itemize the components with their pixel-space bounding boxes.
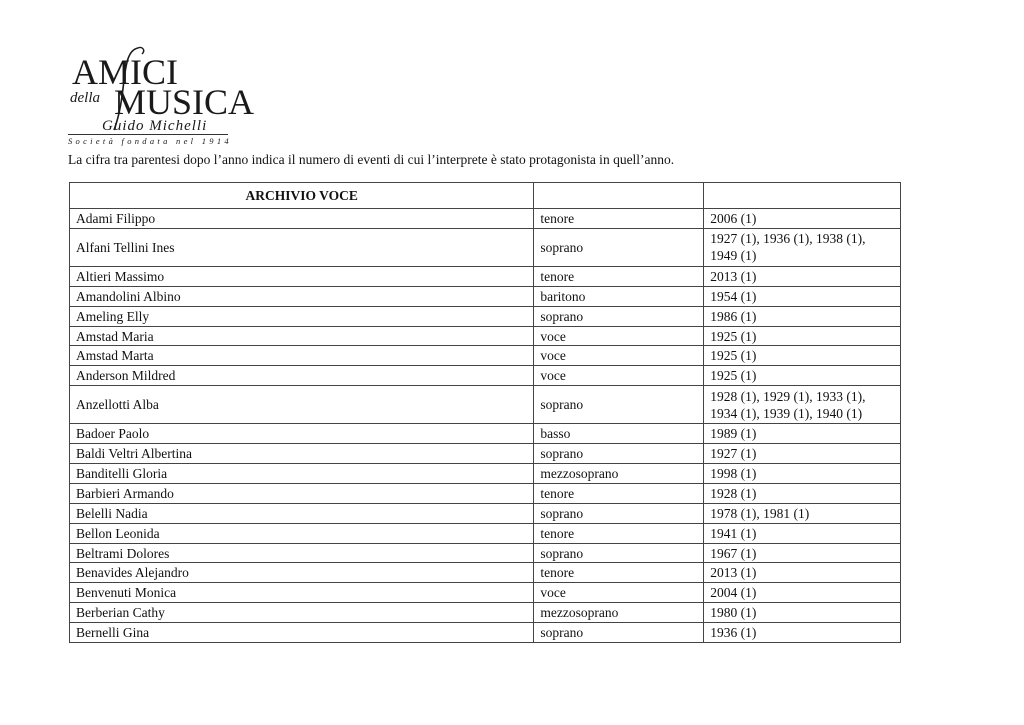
cell-voice: voce	[534, 366, 704, 386]
cell-voice: tenore	[534, 563, 704, 583]
table-header-row	[70, 183, 901, 209]
cell-years: 2013 (1)	[704, 563, 901, 583]
table-row	[70, 503, 901, 523]
logo-societa: Società fondata nel 1914	[68, 136, 232, 146]
table-row	[70, 563, 901, 583]
cell-name: Benavides Alejandro	[70, 563, 534, 583]
cell-voice: voce	[534, 326, 704, 346]
cell-name: Banditelli Gloria	[70, 464, 534, 484]
table-row	[70, 424, 901, 444]
logo-amici: AMICI	[72, 52, 178, 92]
cell-years: 1927 (1)	[704, 444, 901, 464]
archive-table	[69, 182, 901, 643]
cell-voice: basso	[534, 424, 704, 444]
cell-name: Amstad Maria	[70, 326, 534, 346]
cell-name: Ameling Elly	[70, 306, 534, 326]
cell-voice: soprano	[534, 543, 704, 563]
cell-name: Adami Filippo	[70, 209, 534, 229]
cell-name: Beltrami Dolores	[70, 543, 534, 563]
table-row	[70, 386, 901, 424]
table-body	[70, 209, 901, 643]
cell-name: Altieri Massimo	[70, 266, 534, 286]
cell-name: Baldi Veltri Albertina	[70, 444, 534, 464]
cell-years: 1925 (1)	[704, 326, 901, 346]
cell-years: 2013 (1)	[704, 266, 901, 286]
logo-della: della	[70, 90, 100, 106]
table-row	[70, 366, 901, 386]
logo-musica: MUSICA	[114, 82, 255, 122]
table-row	[70, 623, 901, 643]
cell-years: 1936 (1)	[704, 623, 901, 643]
cell-name: Amstad Marta	[70, 346, 534, 366]
table-header-cell	[704, 183, 901, 209]
cell-years: 1925 (1)	[704, 366, 901, 386]
table-row	[70, 286, 901, 306]
cell-voice: soprano	[534, 623, 704, 643]
cell-name: Amandolini Albino	[70, 286, 534, 306]
cell-voice: voce	[534, 583, 704, 603]
cell-voice: baritono	[534, 286, 704, 306]
cell-voice: tenore	[534, 483, 704, 503]
logo-divider	[68, 134, 228, 135]
table-row	[70, 583, 901, 603]
cell-voice: tenore	[534, 266, 704, 286]
cell-name: Berberian Cathy	[70, 603, 534, 623]
cell-name: Alfani Tellini Ines	[70, 228, 534, 266]
cell-name: Bellon Leonida	[70, 523, 534, 543]
cell-years: 1954 (1)	[704, 286, 901, 306]
table-row	[70, 228, 901, 266]
cell-years: 1928 (1), 1929 (1), 1933 (1), 1934 (1), 1939 (1), 1940 (1)	[704, 386, 901, 424]
cell-years: 1989 (1)	[704, 424, 901, 444]
cell-voice: soprano	[534, 386, 704, 424]
cell-years: 1980 (1)	[704, 603, 901, 623]
cell-name: Belelli Nadia	[70, 503, 534, 523]
intro-note: La cifra tra parentesi dopo l’anno indica il numero di eventi di cui l’interprete è stato protagonista in quell’anno.	[68, 152, 675, 167]
table-row	[70, 523, 901, 543]
cell-name: Anderson Mildred	[70, 366, 534, 386]
cell-voice: tenore	[534, 523, 704, 543]
cell-years: 1927 (1), 1936 (1), 1938 (1), 1949 (1)	[704, 228, 901, 266]
cell-name: Badoer Paolo	[70, 424, 534, 444]
cell-years: 2006 (1)	[704, 209, 901, 229]
cell-years: 2004 (1)	[704, 583, 901, 603]
table-row	[70, 464, 901, 484]
table-row	[70, 209, 901, 229]
table-row	[70, 603, 901, 623]
cell-voice: soprano	[534, 228, 704, 266]
cell-years: 1978 (1), 1981 (1)	[704, 503, 901, 523]
table-row	[70, 306, 901, 326]
cell-voice: tenore	[534, 209, 704, 229]
table-row	[70, 326, 901, 346]
cell-voice: mezzosoprano	[534, 464, 704, 484]
table-row	[70, 266, 901, 286]
table-row	[70, 444, 901, 464]
table-title: ARCHIVIO VOCE	[70, 183, 534, 209]
table-row	[70, 543, 901, 563]
cell-name: Anzellotti Alba	[70, 386, 534, 424]
cell-voice: mezzosoprano	[534, 603, 704, 623]
cell-years: 1986 (1)	[704, 306, 901, 326]
cell-name: Barbieri Armando	[70, 483, 534, 503]
cell-years: 1998 (1)	[704, 464, 901, 484]
cell-voice: soprano	[534, 444, 704, 464]
amici-della-musica-logo	[68, 44, 255, 148]
cell-voice: soprano	[534, 306, 704, 326]
cell-years: 1925 (1)	[704, 346, 901, 366]
table-row	[70, 483, 901, 503]
cell-years: 1928 (1)	[704, 483, 901, 503]
table-row	[70, 346, 901, 366]
cell-name: Bernelli Gina	[70, 623, 534, 643]
cell-voice: voce	[534, 346, 704, 366]
cell-years: 1967 (1)	[704, 543, 901, 563]
cell-voice: soprano	[534, 503, 704, 523]
table-header-cell	[534, 183, 704, 209]
logo-guido-michelli: Guido Michelli	[102, 118, 208, 134]
cell-name: Benvenuti Monica	[70, 583, 534, 603]
cell-years: 1941 (1)	[704, 523, 901, 543]
